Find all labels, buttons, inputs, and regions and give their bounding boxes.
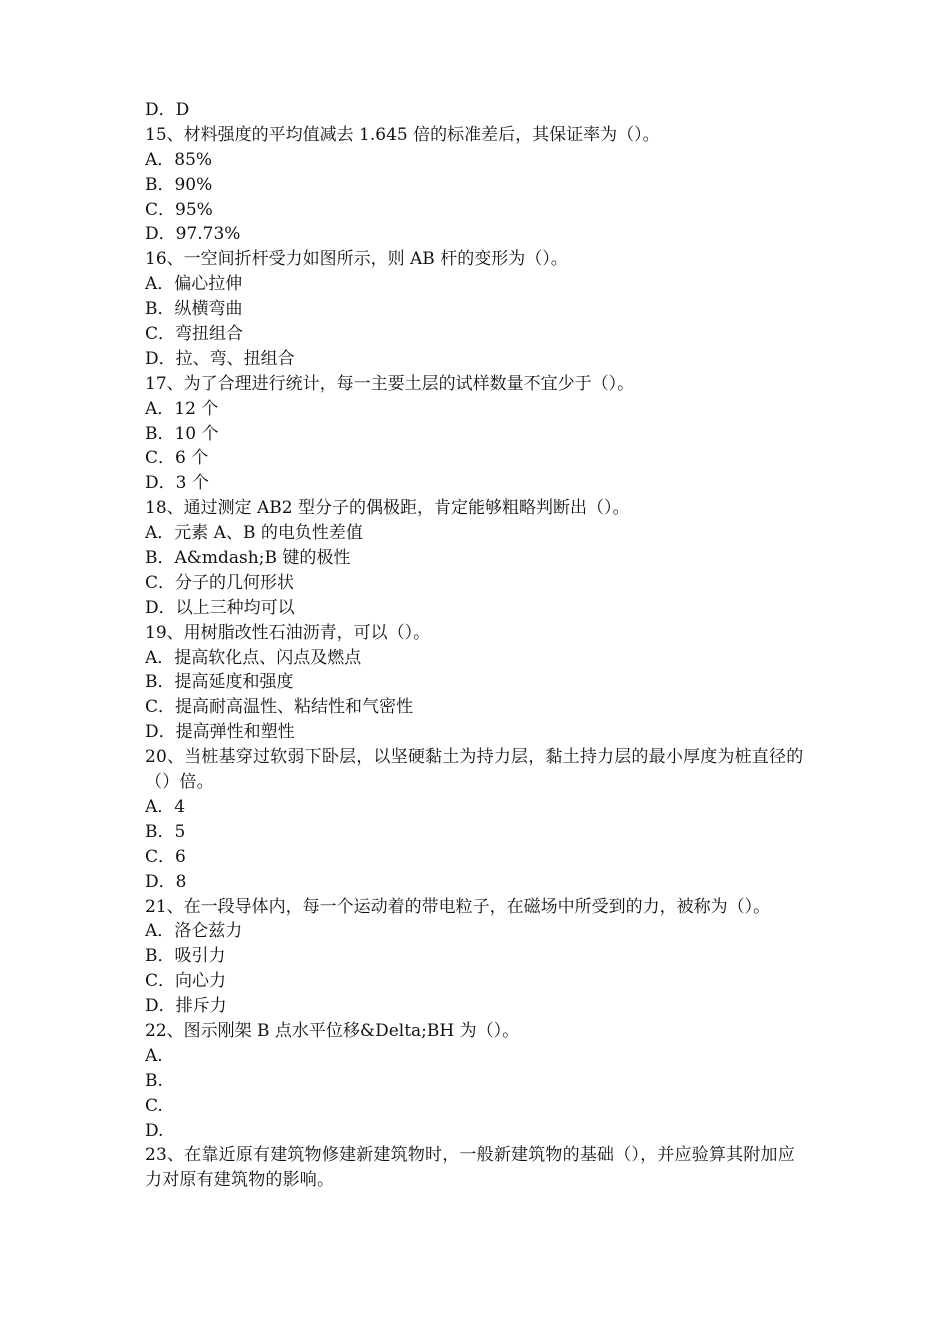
option-b: B．吸引力: [145, 946, 226, 967]
option-b: B．10 个: [145, 423, 219, 444]
option-d: D．提高弹性和塑性: [145, 722, 295, 743]
option-b: B．提高延度和强度: [145, 672, 294, 693]
question-16: 16、一空间折杆受力如图所示，则 AB 杆的变形为（）。: [145, 249, 568, 270]
option-a: A．12 个: [145, 398, 219, 419]
option-a: A.: [145, 1045, 163, 1066]
option-d: D.: [145, 1120, 164, 1141]
question-21: 21、在一段导体内，每一个运动着的带电粒子，在磁场中所受到的力，被称为（）。: [145, 896, 771, 917]
option-b: B．纵横弯曲: [145, 299, 243, 320]
option-a: A．元素 A、B 的电负性差值: [145, 523, 363, 544]
question-22: 22、图示刚架 B 点水平位移&Delta;BH 为（）。: [145, 1020, 520, 1041]
option-a: A．洛仑兹力: [145, 921, 243, 942]
option-d: D．以上三种均可以: [145, 597, 295, 618]
question-15: 15、材料强度的平均值减去 1.645 倍的标准差后，其保证率为（）。: [145, 124, 660, 145]
option-d: D．拉、弯、扭组合: [145, 348, 295, 369]
option-c: C．6: [145, 846, 186, 867]
text-line: D．D: [145, 100, 190, 120]
option-d: D．3 个: [145, 473, 209, 494]
question-18: 18、通过测定 AB2 型分子的偶极距，肯定能够粗略判断出（）。: [145, 498, 630, 519]
option-c: C.: [145, 1095, 163, 1116]
option-c: C．提高耐高温性、粘结性和气密性: [145, 697, 414, 718]
option-a: A．提高软化点、闪点及燃点: [145, 647, 362, 668]
option-b: B．A&mdash;B 键的极性: [145, 548, 351, 569]
option-c: C．向心力: [145, 971, 227, 992]
option-b: B．5: [145, 821, 186, 842]
option-a: A．偏心拉伸: [145, 274, 243, 295]
question-19: 19、用树脂改性石油沥青，可以（）。: [145, 622, 431, 643]
option-d: D．97.73%: [145, 224, 241, 245]
question-23: 23、在靠近原有建筑物修建新建筑物时，一般新建筑物的基础（），并应验算其附加应力对原有建筑物的影响。: [145, 1145, 795, 1191]
option-c: C．95%: [145, 199, 213, 220]
option-c: C．弯扭组合: [145, 324, 244, 345]
question-20: 20、当桩基穿过软弱下卧层，以坚硬黏土为持力层，黏土持力层的最小厚度为桩直径的（）倍。: [145, 747, 804, 793]
option-c: C．6 个: [145, 448, 209, 469]
option-b: B．90%: [145, 174, 213, 195]
option-d: D．8: [145, 871, 187, 892]
document-text: [145, 98, 810, 1193]
option-a: A．4: [145, 796, 186, 817]
option-d: D．排斥力: [145, 996, 227, 1017]
question-17: 17、为了合理进行统计，每一主要土层的试样数量不宜少于（）。: [145, 373, 635, 394]
option-c: C．分子的几何形状: [145, 572, 295, 593]
option-b: B.: [145, 1070, 163, 1091]
option-a: A．85%: [145, 149, 213, 170]
